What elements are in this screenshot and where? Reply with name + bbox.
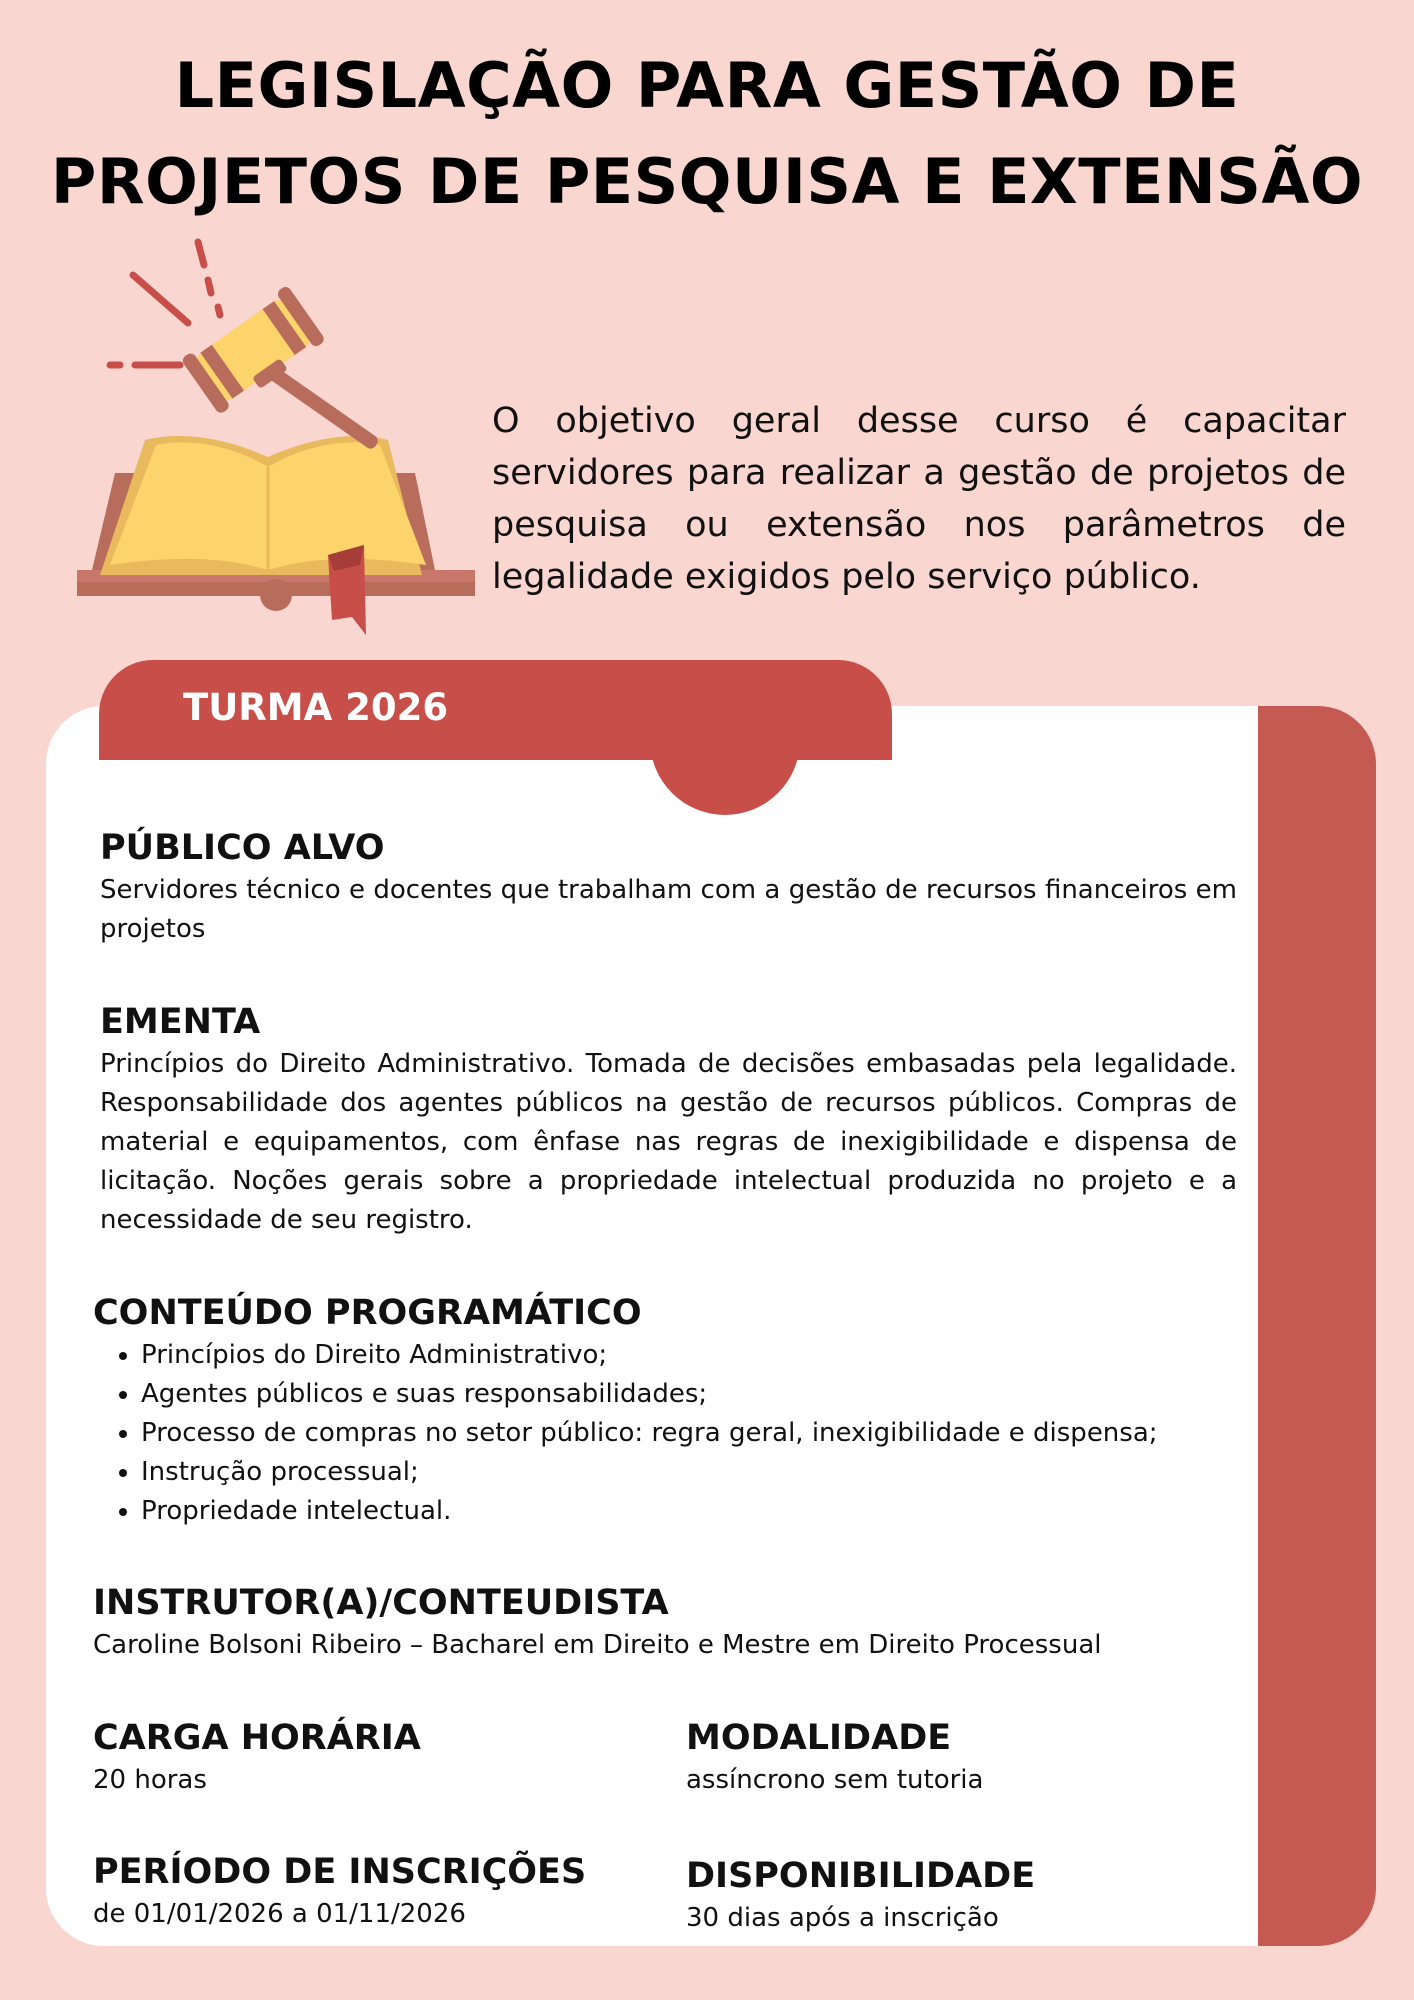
modalidade-text: assíncrono sem tutoria [686, 1765, 984, 1795]
list-item: • Princípios do Direito Administrativo; [141, 1336, 1243, 1375]
page-title-line-1: LEGISLAÇÃO PARA GESTÃO DE [174, 49, 1240, 122]
ementa-section [100, 999, 1237, 1240]
list-item: • Instrução processual; [141, 1453, 1243, 1492]
turma-label: TURMA 2026 [183, 686, 449, 729]
list-item: • Propriedade intelectual. [141, 1492, 1243, 1531]
disponibilidade-section [686, 1853, 1246, 1938]
periodo-section [93, 1849, 673, 1934]
list-item: • Processo de compras no setor público: regra geral, inexigibilidade e dispensa; [141, 1414, 1243, 1453]
periodo-text: de 01/01/2026 a 01/11/2026 [93, 1899, 466, 1929]
publico-alvo-text: Servidores técnico e docentes que trabalham com a gestão de recursos financeiros em projetos [100, 875, 1237, 944]
instrutor-heading: INSTRUTOR(A)/CONTEUDISTA [93, 1583, 669, 1623]
modalidade-heading: MODALIDADE [686, 1718, 952, 1758]
disponibilidade-text: 30 dias após a inscrição [686, 1903, 999, 1933]
list-item: • Agentes públicos e suas responsabilidades; [141, 1375, 1243, 1414]
gavel-and-book-icon [70, 235, 480, 635]
ementa-text: Princípios do Direito Administrativo. Tomada de decisões embasadas pela legalidade. Responsabilidade dos agentes públicos na gestão de recursos públicos. Compras de material e equipamentos, com ênfase nas regras de inexigibilidade e dispensa de licitação. Noções gerais sobre a propriedade intelectual produzida no projeto e a necessidade de seu registro. [100, 1049, 1237, 1235]
conteudo-list [93, 1336, 1243, 1531]
page-title [0, 38, 1414, 230]
open-book-icon [77, 436, 475, 635]
instrutor-section [93, 1580, 1243, 1665]
disponibilidade-heading: DISPONIBILIDADE [686, 1856, 1036, 1896]
ementa-heading: EMENTA [100, 1002, 261, 1042]
carga-horaria-heading: CARGA HORÁRIA [93, 1718, 421, 1758]
carga-horaria-text: 20 horas [93, 1765, 207, 1795]
impact-lines-icon [110, 242, 220, 365]
page-title-line-2: PROJETOS DE PESQUISA E EXTENSÃO [50, 145, 1364, 218]
carga-horaria-section [93, 1715, 653, 1800]
conteudo-heading: CONTEÚDO PROGRAMÁTICO [93, 1293, 642, 1333]
card-side-stripe [1258, 706, 1376, 1946]
conteudo-section [93, 1290, 1243, 1531]
modalidade-section [686, 1715, 1246, 1800]
course-objective: O objetivo geral desse curso é capacitar servidores para realizar a gestão de projetos de pesquisa ou extensão nos parâmetros de legalidade exigidos pelo serviço público. [492, 401, 1346, 597]
instrutor-text: Caroline Bolsoni Ribeiro – Bacharel em Direito e Mestre em Direito Processual [93, 1630, 1102, 1660]
publico-alvo-section [100, 825, 1237, 949]
publico-alvo-heading: PÚBLICO ALVO [100, 828, 385, 868]
periodo-heading: PERÍODO DE INSCRIÇÕES [93, 1852, 587, 1892]
